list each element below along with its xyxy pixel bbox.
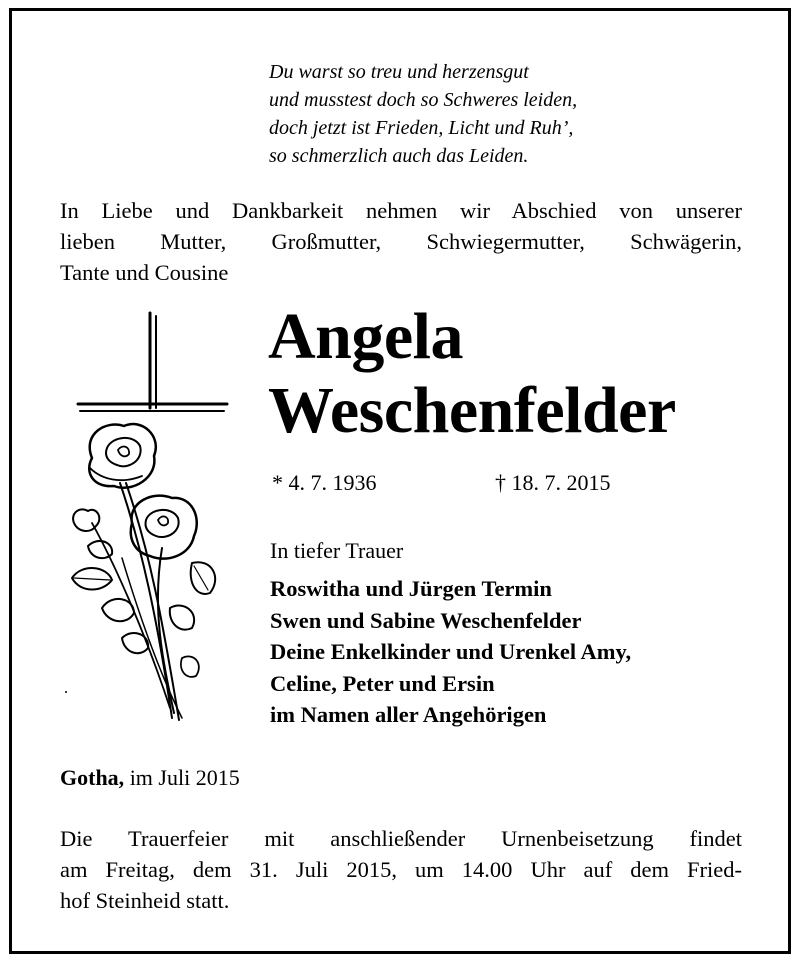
- mourner-line: Roswitha und Jürgen Termin: [270, 576, 552, 601]
- last-name: Weschenfelder: [268, 374, 676, 447]
- service-line: am Freitag, dem 31. Juli 2015, um 14.00 Uhr auf dem Fried-: [60, 857, 742, 882]
- intro-text: [60, 195, 742, 288]
- poem-line: doch jetzt ist Frieden, Licht und Ruh’,: [269, 117, 574, 139]
- mourner-line: Celine, Peter und Ersin: [270, 670, 495, 696]
- place-city: Gotha,: [60, 765, 125, 790]
- intro-line: lieben Mutter, Großmutter, Schwiegermutter, Schwägerin,: [60, 229, 742, 254]
- deceased-name: [268, 300, 676, 448]
- intro-line: Tante und Cousine: [60, 260, 229, 285]
- place-date: [60, 765, 240, 791]
- place-date-text: im Juli 2015: [124, 765, 240, 790]
- mourner-line: Deine Enkelkinder und Urenkel Amy,: [270, 639, 632, 664]
- poem-line: so schmerzlich auch das Leiden.: [269, 145, 529, 167]
- birth-date: * 4. 7. 1936: [272, 470, 377, 495]
- service-line: Die Trauerfeier mit anschließender Urnenbeisetzung findet: [60, 826, 742, 851]
- death-date: † 18. 7. 2015: [495, 470, 611, 495]
- mourner-line: im Namen aller Angehörigen: [270, 702, 547, 727]
- poem-line: Du warst so treu und herzensgut: [269, 61, 529, 83]
- cross-with-roses-icon: [62, 308, 242, 728]
- mourners-list: [270, 573, 631, 731]
- service-info: [60, 823, 742, 916]
- poem-line: und musstest doch so Schweres leiden,: [269, 89, 578, 111]
- mourner-line: Swen und Sabine Weschenfelder: [270, 607, 582, 633]
- mourning-heading: In tiefer Trauer: [270, 538, 404, 563]
- service-line: hof Steinheid statt.: [60, 888, 230, 913]
- intro-line: In Liebe und Dankbarkeit nehmen wir Abschied von unserer: [60, 198, 742, 223]
- poem: [269, 58, 577, 170]
- first-name: Angela: [268, 300, 463, 373]
